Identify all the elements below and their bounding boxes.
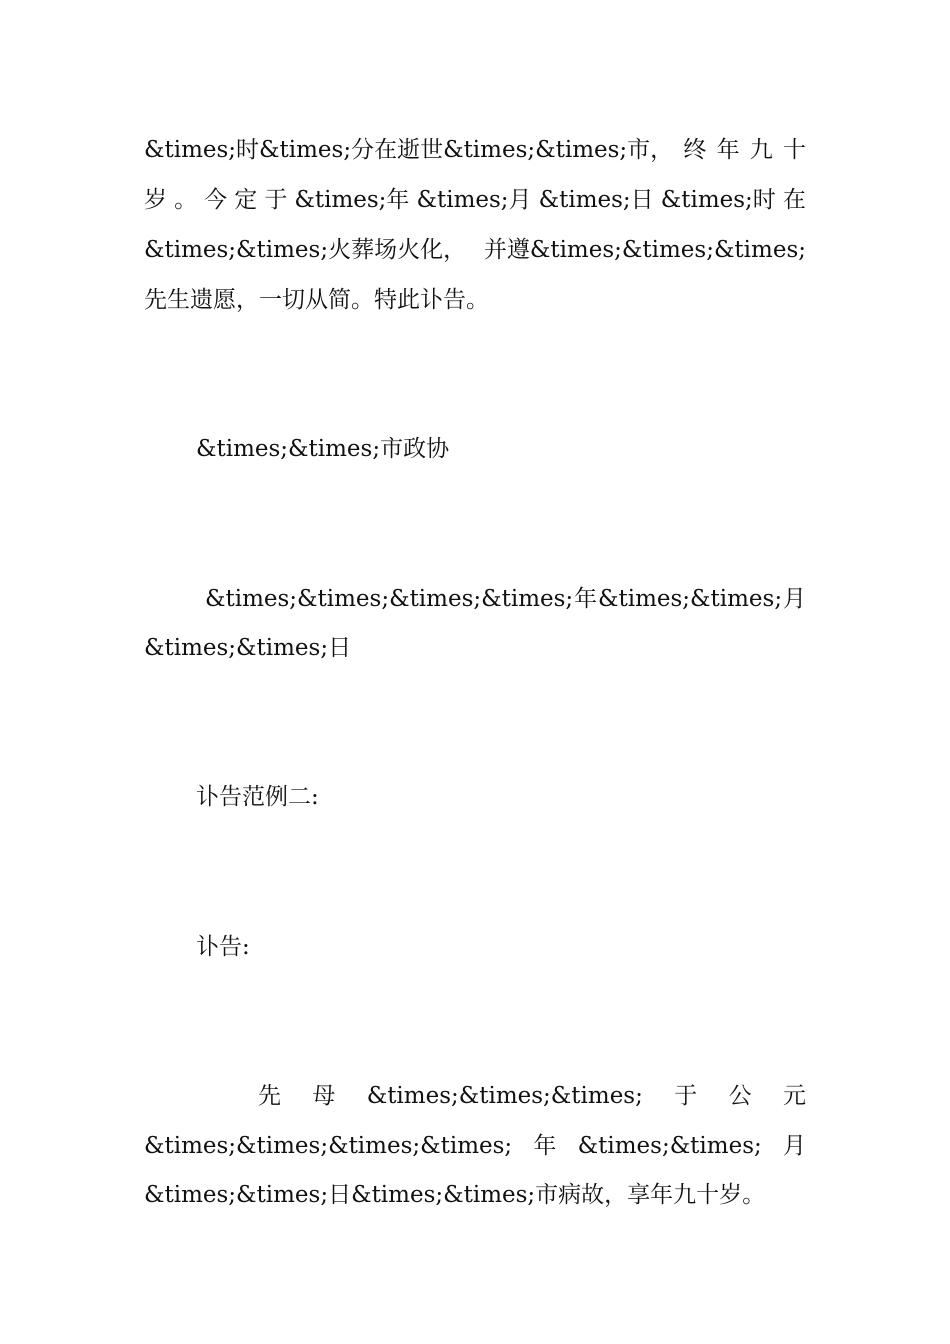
text-segment: 年 bbox=[533, 1133, 557, 1159]
para1-line4: 先生遗愿，一切从简。特此讣告。 bbox=[144, 287, 489, 313]
text-segment: &times;月 bbox=[416, 187, 532, 213]
text-segment: 于 bbox=[674, 1083, 698, 1109]
text-segment: 在 bbox=[782, 187, 806, 213]
text-segment: 今 bbox=[204, 187, 228, 213]
text-segment: &times;年 bbox=[294, 187, 410, 213]
date-line2: &times;&times;日 bbox=[144, 635, 352, 661]
text-segment: 月 bbox=[783, 586, 806, 612]
text-segment: 十 bbox=[783, 137, 806, 163]
date-line1 bbox=[205, 579, 806, 619]
text-segment: &times;&times;&times;&times; bbox=[205, 586, 574, 612]
text-segment: 年 bbox=[716, 137, 740, 163]
text-segment: &times;日 bbox=[538, 187, 654, 213]
text-segment: 公 bbox=[728, 1083, 752, 1109]
signature: &times;&times;市政协 bbox=[196, 436, 450, 462]
text-segment: &times;时 bbox=[660, 187, 776, 213]
text-segment: &times;&times;&times; bbox=[366, 1083, 643, 1109]
text-segment: &times;&times;火葬场火化， bbox=[144, 237, 467, 263]
para2-line2 bbox=[144, 1126, 806, 1166]
text-segment: 定 bbox=[234, 187, 258, 213]
text-segment: &times;&times; bbox=[577, 1133, 762, 1159]
text-segment: 于 bbox=[264, 187, 288, 213]
text-segment: 年 bbox=[574, 586, 598, 612]
para1-line3 bbox=[144, 230, 806, 270]
text-segment: 元 bbox=[782, 1083, 806, 1109]
heading-example-2: 讣告范例二: bbox=[196, 784, 319, 810]
para1-line2 bbox=[144, 180, 806, 220]
text-segment: 九 bbox=[749, 137, 773, 163]
text-segment: 月 bbox=[782, 1133, 806, 1159]
heading-notice: 讣告: bbox=[196, 934, 250, 960]
text-segment: &times;时&times;分在逝世&times;&times;市， bbox=[144, 137, 674, 163]
para1-line1 bbox=[144, 130, 806, 170]
text-segment: 岁 bbox=[144, 187, 167, 213]
text-segment: 终 bbox=[683, 137, 707, 163]
text-segment: &times;&times;&times;&times; bbox=[144, 1133, 513, 1159]
text-segment: &times;&times; bbox=[598, 586, 783, 612]
para2-line1 bbox=[258, 1076, 806, 1116]
text-segment: 并遵&times;&times;&times; bbox=[483, 237, 806, 263]
text-segment: 母 bbox=[312, 1083, 336, 1109]
text-segment: 先 bbox=[258, 1083, 281, 1109]
text-segment: 。 bbox=[174, 187, 198, 213]
para2-line3: &times;&times;日&times;&times;市病故，享年九十岁。 bbox=[144, 1182, 766, 1208]
